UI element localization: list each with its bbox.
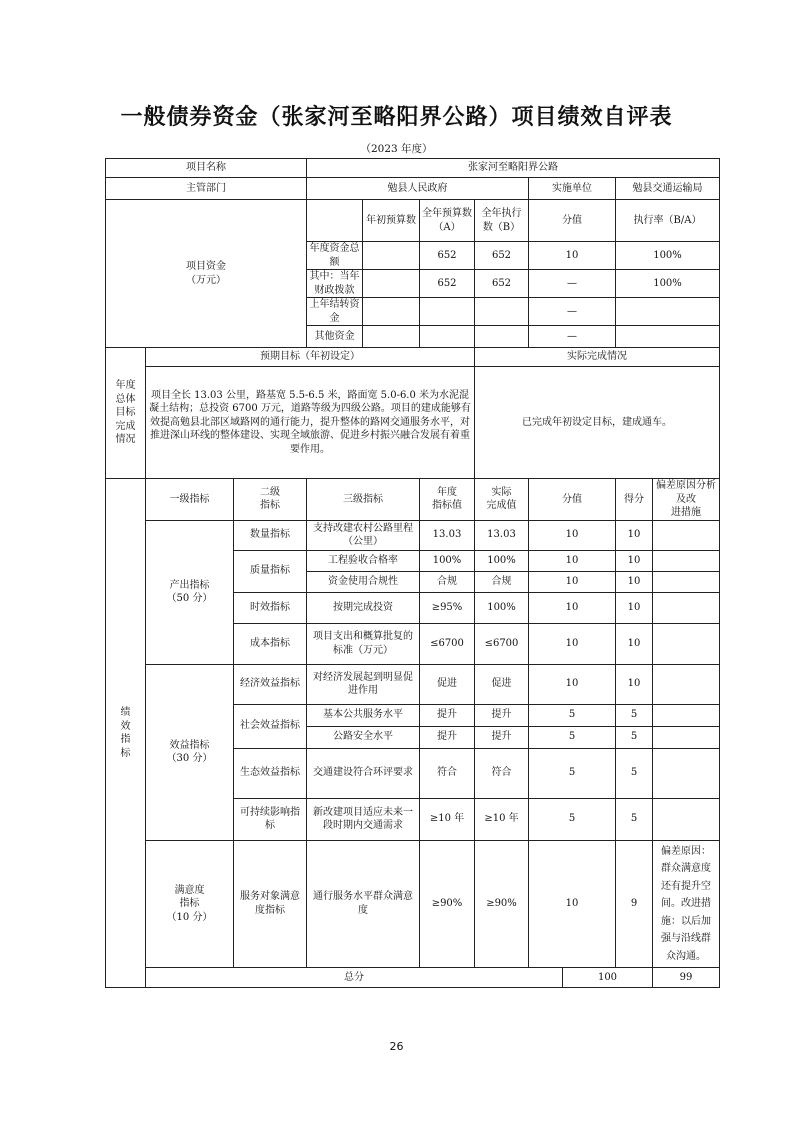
satisfaction-indicator-label: 满意度 指标 （10 分） [146,840,234,968]
funds-row-name: 其中：当年财政拨款 [307,270,363,298]
project-name-value: 张家河至略阳界公路 [307,159,720,178]
indicator-name: 资金使用合规性 [307,571,420,592]
indicator-score: 9 [616,840,653,968]
funds-row-name: 上年结转资金 [307,298,363,326]
indicator-actual: ≥10 年 [475,798,529,840]
indicator-name: 对经济发展起到明显促进作用 [307,664,420,704]
funds-row-budget [420,326,475,348]
indicator-value: 10 [529,592,616,623]
indicator-score: 5 [616,704,653,726]
funds-row-value: — [529,298,616,326]
dept-value: 勉县人民政府 [307,178,529,200]
impl-value: 勉县交通运输局 [616,178,720,200]
indicator-target: 13.03 [420,520,475,550]
header-exec-rate: 执行率（B/A） [616,200,720,242]
satisfaction-sub-indicator: 服务对象满意度指标 [234,840,307,968]
funds-row-rate [616,298,720,326]
indicator-score: 10 [616,520,653,550]
indicator-score: 10 [616,550,653,571]
actual-goals-text: 已完成年初设定目标，建成通车。 [475,367,720,479]
indicator-analysis [653,704,720,726]
indicator-value: 10 [529,840,616,968]
indicator-target: ≥90% [420,840,475,968]
indicator-name: 工程验收合格率 [307,550,420,571]
indicator-value: 10 [529,664,616,704]
indicator-name: 支持改建农村公路里程（公里） [307,520,420,550]
impl-label: 实施单位 [529,178,616,200]
header-level3: 三级指标 [307,479,420,521]
funds-row-value: — [529,326,616,348]
total-label: 总分 [146,968,563,988]
indicator-target: ≤6700 [420,623,475,664]
row-project-name [106,159,720,178]
header-value: 分值 [529,479,616,521]
indicator-analysis [653,571,720,592]
benefit-indicator-label: 效益指标 （30 分） [146,664,234,840]
header-analysis: 偏差原因分析及改 进措施 [653,479,720,521]
indicator-target: 合规 [420,571,475,592]
performance-table [105,158,720,988]
funds-row-initial [363,270,420,298]
indicator-name: 按期完成投资 [307,592,420,623]
social-indicator: 社会效益指标 [234,704,307,748]
total-value: 100 [563,968,653,988]
funds-row-value: — [529,270,616,298]
indicator-analysis [653,550,720,571]
indicator-name: 公路安全水平 [307,726,420,748]
header-actual: 实际 完成值 [475,479,529,521]
dept-label: 主管部门 [106,178,307,200]
indicator-target: 提升 [420,704,475,726]
indicator-target: 100% [420,550,475,571]
indicator-score: 10 [616,592,653,623]
header-annual-budget: 全年预算数（A） [420,200,475,242]
indicator-actual: 提升 [475,726,529,748]
indicator-actual: 13.03 [475,520,529,550]
quality-indicator: 质量指标 [234,550,307,592]
row-funds-header [106,200,720,242]
page-number: 26 [389,1040,404,1053]
funds-row-initial [363,298,420,326]
indicator-analysis [653,623,720,664]
indicator-score: 5 [616,748,653,798]
funds-row-budget [420,298,475,326]
row-department [106,178,720,200]
funds-row-exec [475,326,529,348]
report-year: （2023 年度） [360,143,433,155]
funds-row-budget: 652 [420,270,475,298]
indicator-analysis [653,664,720,704]
header-annual-exec: 全年执行数（B） [475,200,529,242]
indicator-analysis [653,748,720,798]
row-goals-content [106,367,720,479]
ecological-indicator: 生态效益指标 [234,748,307,798]
project-name-label: 项目名称 [106,159,307,178]
indicator-actual: 100% [475,592,529,623]
indicator-analysis [653,798,720,840]
indicator-value: 5 [529,726,616,748]
economic-indicator: 经济效益指标 [234,664,307,704]
funds-header-blank [307,200,363,242]
sustainable-indicator: 可持续影响指标 [234,798,307,840]
funds-row-name: 年度资金总额 [307,242,363,270]
indicator-actual: ≥90% [475,840,529,968]
indicator-value: 10 [529,550,616,571]
indicator-actual: 符合 [475,748,529,798]
indicator-actual: 合规 [475,571,529,592]
row-total [106,968,720,988]
indicator-analysis [653,726,720,748]
indicator-target: 促进 [420,664,475,704]
indicator-actual: 提升 [475,704,529,726]
indicator-score: 10 [616,664,653,704]
indicator-row [106,840,720,968]
indicator-score: 5 [616,726,653,748]
indicator-analysis: 偏差原因：群众满意度还有提升空间。改进措施：以后加强与沿线群众沟通。 [653,840,720,968]
header-initial-budget: 年初预算数 [363,200,420,242]
expected-goals-text: 项目全长 13.03 公里，路基宽 5.5-6.5 米，路面宽 5.0-6.0 米为水泥混凝土结构；总投资 6700 万元，道路等级为四级公路。项目的建成能够有效提高勉县北部区域路网的通行能力，提升整体的路网交通服务水平，对推进深山环线的整体建设、实现全域旅游、促进乡村振兴融合发展有着重要作用。 [146,367,475,479]
actual-goals-header: 实际完成情况 [475,348,720,367]
indicator-actual: 100% [475,550,529,571]
header-score: 得分 [616,479,653,521]
indicator-score: 5 [616,798,653,840]
funds-row-rate: 100% [616,242,720,270]
indicator-target: 符合 [420,748,475,798]
indicator-value: 10 [529,520,616,550]
funds-row-exec: 652 [475,270,529,298]
indicator-name: 基本公共服务水平 [307,704,420,726]
indicator-row [106,520,720,550]
header-score-value: 分值 [529,200,616,242]
funds-row-name: 其他资金 [307,326,363,348]
cost-indicator: 成本指标 [234,623,307,664]
indicator-value: 5 [529,798,616,840]
header-target: 年度 指标值 [420,479,475,521]
indicator-name: 通行服务水平群众满意度 [307,840,420,968]
row-goals-header [106,348,720,367]
page-title: 一般债券资金（张家河至略阳界公路）项目绩效自评表 [120,104,673,130]
expected-goals-header: 预期目标（年初设定） [146,348,475,367]
funds-row-initial [363,326,420,348]
indicator-score: 10 [616,623,653,664]
indicator-score: 10 [616,571,653,592]
funds-row-value: 10 [529,242,616,270]
indicator-actual: 促进 [475,664,529,704]
goals-label: 年度 总体 目标 完成 情况 [106,348,146,479]
funds-row-exec: 652 [475,242,529,270]
indicator-value: 10 [529,623,616,664]
indicator-target: ≥10 年 [420,798,475,840]
indicator-value: 10 [529,571,616,592]
indicator-target: 提升 [420,726,475,748]
funds-row-initial [363,242,420,270]
total-score: 99 [653,968,720,988]
funds-row-rate: 100% [616,270,720,298]
indicator-value: 5 [529,704,616,726]
indicator-label: 绩 效 指 标 [106,479,146,988]
row-indicator-header [106,479,720,521]
indicator-name: 新改建项目适应未来一段时期内交通需求 [307,798,420,840]
indicator-target: ≥95% [420,592,475,623]
output-indicator-label: 产出指标 （50 分） [146,520,234,664]
time-indicator: 时效指标 [234,592,307,623]
indicator-row [106,664,720,704]
indicator-name: 交通建设符合环评要求 [307,748,420,798]
header-level1: 一级指标 [146,479,234,521]
header-level2: 二级 指标 [234,479,307,521]
funds-row-budget: 652 [420,242,475,270]
indicator-value: 5 [529,748,616,798]
funds-row-exec [475,298,529,326]
indicator-analysis [653,520,720,550]
indicator-actual: ≤6700 [475,623,529,664]
indicator-name: 项目支出和概算批复的标准（万元） [307,623,420,664]
funds-row-rate [616,326,720,348]
quantity-indicator: 数量指标 [234,520,307,550]
funds-label: 项目资金 （万元） [106,200,307,348]
indicator-analysis [653,592,720,623]
